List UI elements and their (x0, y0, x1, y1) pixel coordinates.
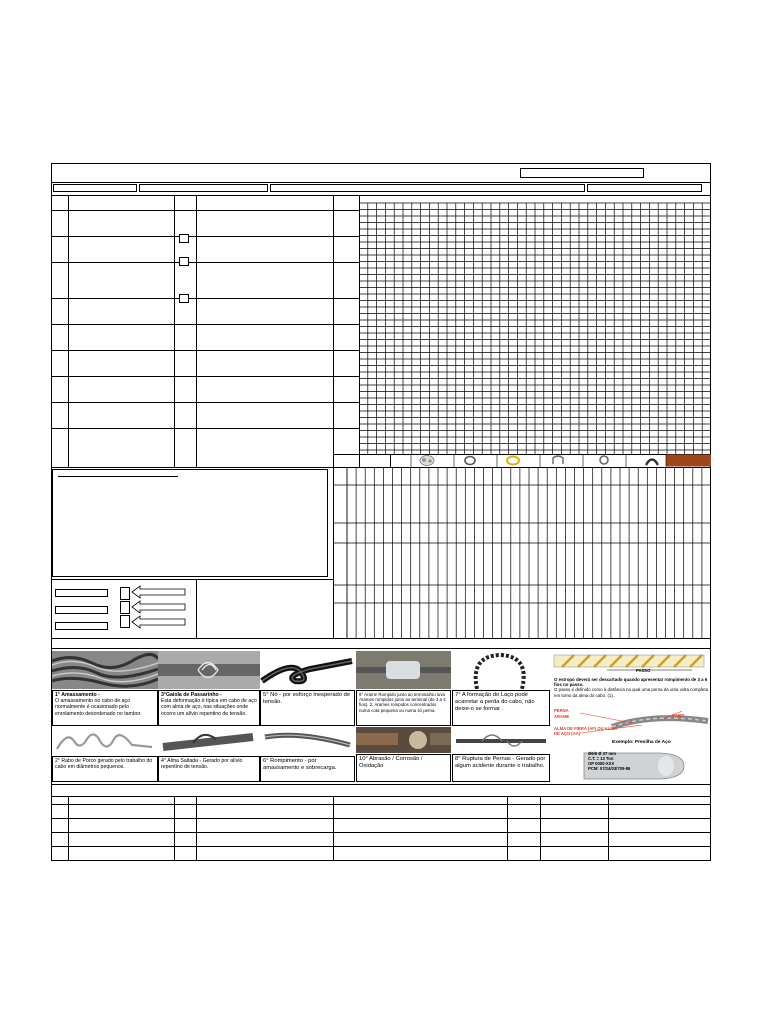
photo-loop (452, 651, 550, 689)
caption-1: 1° Amassamento - O amassamento no cabo de aço normalmente é ocasionado pelo enrolamento desordenado no tambor. (52, 690, 158, 726)
label-passo: PASSO (636, 668, 651, 673)
inspection-grid-top (359, 195, 711, 455)
caption-8: 8° Ruptura de Pernas - Gerado por algum acidente durante o trabalho. (452, 754, 550, 782)
header-field-top-right[interactable] (520, 168, 644, 178)
photo-rupture (260, 727, 355, 755)
caption-3: 3°Gaiola de Passarinho - Esta deformação é típica em cabo de aço com alma de aço, nas situações onde ocorre um alívio repentino de tensão. (158, 690, 260, 726)
caption-4: 4° Alma Saltada - Gerado por alívio repentino de tensão. (158, 756, 260, 782)
photo-knot (260, 651, 355, 689)
eye-splice-icon (646, 460, 658, 466)
example-line-2: C.T. = 13 Ton (588, 756, 614, 761)
diagram-lay-length (552, 649, 710, 675)
checkbox-1[interactable] (179, 234, 189, 243)
legend-square-3 (120, 615, 130, 628)
photo-strand-rupture (452, 727, 550, 753)
header-field-3[interactable] (270, 184, 585, 192)
caption-5: 5° Nó - por esforço inesperado de tensão. (260, 690, 355, 726)
example-line-1: Ø6/6 Ø 37 mm (588, 751, 616, 756)
rust-cells (666, 455, 711, 467)
legend-field-3[interactable] (55, 622, 108, 630)
photo-core-protrusion (158, 727, 260, 755)
label-arame: ARAME (554, 714, 570, 719)
label-cabo: CABO (672, 713, 685, 718)
hook-icon (600, 456, 608, 464)
photo-pigtail (52, 727, 158, 755)
legend-square-1 (120, 587, 130, 600)
example-title: Exemplo: Presilha de Aço (612, 740, 671, 745)
legend-arrows (130, 585, 188, 633)
caption-9: 9° Arame Rompido junto ao terminal/ou luva Arames rompidos junto ao terminal (de 3 a 4 fios). 2. Arames rompidos concentrados numa cota pequena ou numa só perna. (356, 690, 451, 726)
photo-corrosion (356, 727, 451, 753)
arrow-left-icon (132, 601, 185, 613)
example-line-3: OP 0000-XXX (588, 761, 615, 766)
icon-row (390, 454, 711, 467)
photo-birdcage (158, 651, 260, 689)
checkbox-2[interactable] (179, 257, 189, 266)
photo-crushing (52, 651, 158, 689)
checkbox-3[interactable] (179, 294, 189, 303)
legend-field-1[interactable] (55, 589, 108, 597)
clamp-icon (553, 456, 563, 464)
discard-note: O estropo deverá ser descartado quando apresentar rompimento de 3 a 6 fios no passo. O passo é definido como à distância na qual uma perna da uma volta completa em torno da alma do cabo. (1). (554, 677, 709, 698)
caption-7: 7° A formação do Laço pode acarretar a perda do cabo, não deixe-o se formar . (452, 690, 550, 726)
shackle-icon (507, 457, 519, 465)
photo-terminal-wire-break (356, 651, 451, 689)
clip-icon (420, 456, 434, 466)
inspection-grid-middle (333, 467, 711, 638)
header-field-4[interactable] (587, 184, 702, 192)
legend-field-2[interactable] (55, 606, 108, 614)
caption-10: 10° Abrasão / Corrosão / Oxidação (356, 754, 451, 782)
header-field-2[interactable] (139, 184, 268, 192)
example-line-4: PCM: 07/24/03/709-86 (588, 766, 631, 771)
arrow-left-icon (132, 616, 185, 628)
caption-2: 2° Rabo de Porco gerado pelo trabalho do cabo em diâmetros pequenos. (52, 756, 158, 782)
arrow-left-icon (132, 586, 185, 598)
caption-6: 6° Rompimento - por amassamento e sobrecarga. (260, 756, 355, 782)
label-perna: PERNA (554, 708, 569, 713)
legend-square-2 (120, 601, 130, 614)
notes-box[interactable] (52, 469, 328, 577)
header-field-1[interactable] (53, 184, 137, 192)
thimble-icon (465, 457, 475, 465)
label-alma: ALMA DE FIBRA (AF) OU ALMA DE AÇO (AA) (554, 726, 617, 736)
